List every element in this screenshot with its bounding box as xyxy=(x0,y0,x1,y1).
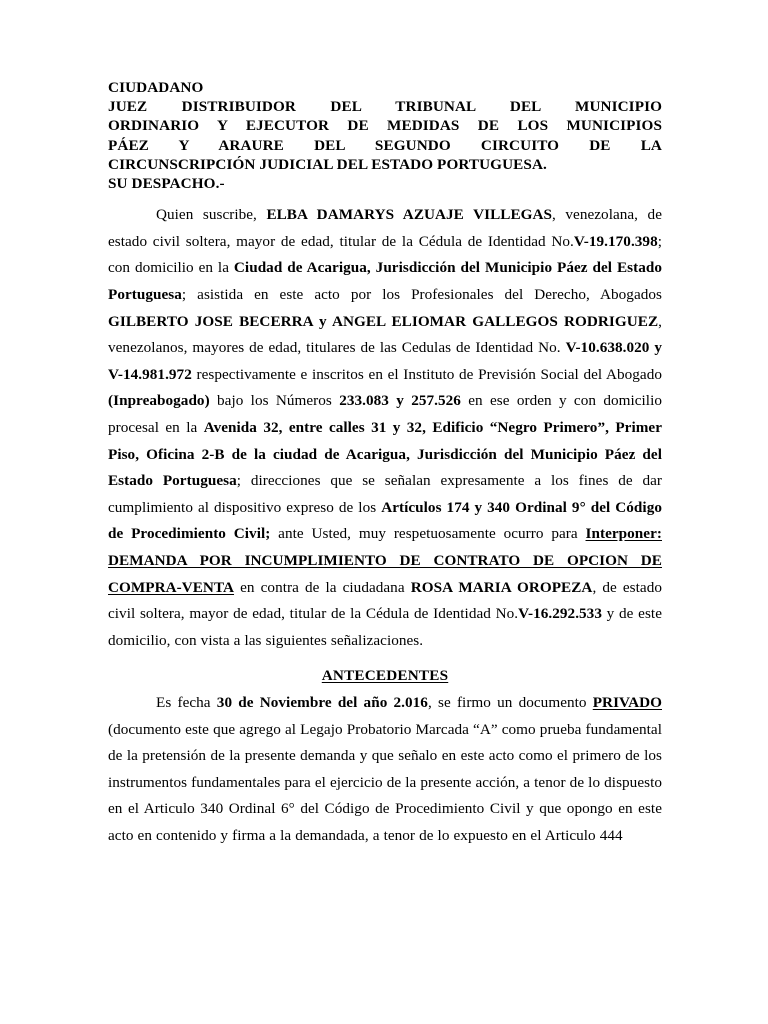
intro-run-15: en contra de la ciudadana xyxy=(234,578,411,596)
intro-run-4: ; asistida en este acto por los Profesionales del Derecho, Abogados xyxy=(181,286,662,303)
intro-run-17: y de este domicilio, con vista a las siguientes señalizaciones. xyxy=(108,605,662,649)
intro-run-8: respectivamente e inscritos en el Instituto de Previsión Social del Abogado xyxy=(191,365,662,383)
bar-number-two: 257.526 xyxy=(411,392,461,410)
legal-articles-reference: Artículos 174 y 340 Ordinal 9° del Código de Procedimiento Civil; xyxy=(108,498,662,543)
attorney-two-id-number: V-14.981.972 xyxy=(108,365,192,383)
bar-number-one: 233.083 xyxy=(339,392,389,410)
defendant-id-number: V-16.292.533 xyxy=(518,605,602,623)
petitioner-name: ELBA DAMARYS AZUAJE VILLEGAS xyxy=(266,206,553,224)
document-type-privado: PRIVADO xyxy=(592,693,662,711)
intro-run-10: y xyxy=(388,392,412,410)
intro-run-3: ; con domicilio en la xyxy=(108,232,662,277)
bar-association-name: (Inpreabogado) xyxy=(108,392,210,410)
petitioner-domicile: Ciudad de Acarigua, Jurisdicción del Municipio Páez del Estado Portuguesa xyxy=(108,259,662,303)
intro-run-13: ante Usted, muy respetuosamente ocurro para xyxy=(270,525,586,543)
attorney-name-two: ANGEL ELIOMAR GALLEGOS RODRIGUEZ xyxy=(331,312,659,330)
intro-run-6: , venezolanos, mayores de edad, titulares de las Cedulas de Identidad No. xyxy=(108,312,662,357)
attorney-one-id-number: V-10.638.020 xyxy=(565,339,650,357)
section-heading-antecedentes: ANTECEDENTES xyxy=(321,667,449,685)
procedural-address: Avenida 32, entre calles 31 y 32, Edificio “Negro Primero”, Primer Piso, Oficina 2-B de la ciudad de Acarigua, Jurisdicción del Municipio Páez del Estado Portuguesa xyxy=(108,418,662,490)
antecedentes-run-1: Es fecha xyxy=(156,693,217,711)
intro-run-5: y xyxy=(312,312,332,330)
intro-run-12: ; direcciones que se señalan expresamente a los fines de dar cumplimiento al dispositivo expreso de los xyxy=(108,472,662,516)
addressee-line-1: CIUDADANO xyxy=(108,79,204,96)
attorney-name-one: GILBERTO JOSE BECERRA xyxy=(108,312,313,330)
intro-paragraph xyxy=(108,202,662,654)
addressee-line-3: ORDINARIO Y EJECUTOR DE MEDIDAS DE LOS MUNICIPIOS xyxy=(108,117,662,135)
antecedentes-run-3: (documento este que agrego al Legajo Probatorio Marcada “A” como prueba fundamental de la pretensión de la presente demanda y que señalo en este acto como el primero de los instrumentos fundamentales para el ejercicio de la presente acción, a tenor de lo dispuesto en el Articulo 340 Ordinal 6° del Código de Procedimiento Civil y que opongo en este acto en contenido y firma a la demandada, a tenor de lo expuesto en el Articulo 444 xyxy=(108,720,662,844)
document-body xyxy=(108,78,662,849)
claim-title: DEMANDA POR INCUMPLIMIENTO DE CONTRATO DE OPCION DE COMPRA-VENTA xyxy=(108,551,662,596)
intro-run-7: y xyxy=(649,339,662,357)
antecedentes-run-2: , se firmo un documento xyxy=(427,693,593,711)
intro-run-1: Quien suscribe, xyxy=(156,206,267,224)
petitioner-id-number: V-19.170.398 xyxy=(573,232,658,250)
action-verb-interponer: Interponer: xyxy=(585,525,662,543)
defendant-name: ROSA MARIA OROPEZA xyxy=(410,578,593,596)
addressee-line-6: SU DESPACHO.- xyxy=(108,175,225,193)
addressee-line-4: PÁEZ Y ARAURE DEL SEGUNDO CIRCUITO DE LA xyxy=(108,136,662,154)
intro-run-2: , venezolana, de estado civil soltera, mayor de edad, titular de la Cédula de Identidad No. xyxy=(108,206,662,250)
intro-run-9: bajo los Números xyxy=(209,392,340,410)
antecedentes-paragraph xyxy=(108,690,662,850)
contract-date: 30 de Noviembre del año 2.016 xyxy=(216,693,428,711)
addressee-header xyxy=(108,78,662,193)
addressee-line-5: CIRCUNSCRIPCIÓN JUDICIAL DEL ESTADO PORTUGUESA. xyxy=(108,155,547,173)
intro-run-16: , de estado civil soltera, mayor de edad, titular de la Cédula de Identidad No. xyxy=(108,578,662,623)
intro-run-11: en ese orden y con domicilio procesal en la xyxy=(108,392,662,436)
addressee-line-2: JUEZ DISTRIBUIDOR DEL TRIBUNAL DEL MUNICIPIO xyxy=(108,98,662,116)
